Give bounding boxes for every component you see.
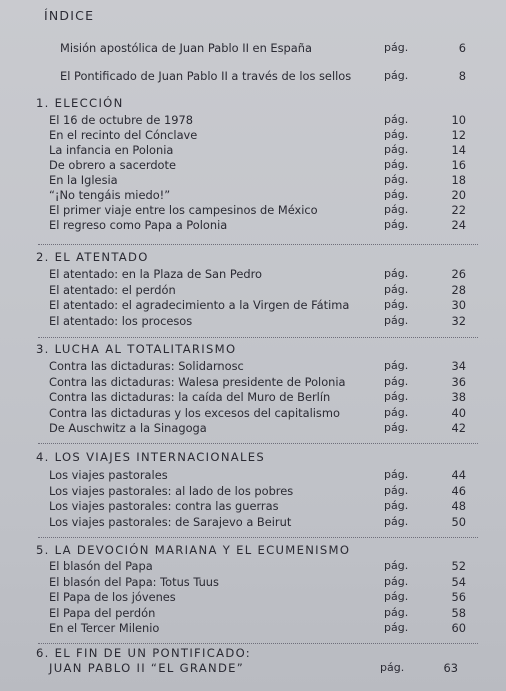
toc-entry-title: El blasón del Papa: Totus Tuus [49,575,219,589]
toc-entry [0,157,506,173]
section-heading: 5. LA DEVOCIÓN MARIANA Y EL ECUMENISMO [36,543,351,557]
page-number: 48 [451,499,466,513]
toc-entry-title: En el recinto del Cónclave [49,128,198,142]
page-label: pág. [384,421,409,434]
toc-entry [0,142,506,158]
page-number: 46 [451,484,466,498]
toc-entry-title: El blasón del Papa [49,559,153,573]
section-heading: 4. LOS VIAJES INTERNACIONALES [36,450,266,464]
toc-entry-title: Contra las dictaduras: Solidarnosc [49,359,244,373]
page-number: 38 [451,390,466,404]
toc-entry [0,112,506,128]
page-label: pág. [384,283,409,296]
toc-entry-title: El 16 de octubre de 1978 [49,113,194,127]
page-number: 54 [451,575,466,589]
page-label: pág. [384,621,409,634]
toc-entry [0,202,506,218]
page-number: 6 [458,41,466,55]
toc-entry-title: Los viajes pastorales: al lado de los pobres [49,484,294,498]
page-number: 10 [451,113,466,127]
toc-entry [0,282,506,298]
page-number: 20 [451,188,466,202]
page-number: 44 [451,468,466,482]
toc-entry [0,605,506,621]
page-label: pág. [384,515,409,528]
page-number: 24 [451,218,466,232]
page-label: pág. [384,158,409,171]
page-label: pág. [384,559,409,572]
page-number: 32 [451,314,466,328]
section-divider [38,443,478,444]
section-divider [38,537,478,538]
toc-entry-title: En la Iglesia [49,173,118,187]
page-label: pág. [384,606,409,619]
page-label: pág. [384,173,409,186]
toc-entry-title: El Pontificado de Juan Pablo II a través de los sellos [60,69,352,83]
page-label: pág. [384,499,409,512]
page-number: 16 [451,158,466,172]
page-number: 26 [451,267,466,281]
section-heading: 6. EL FIN DE UN PONTIFICADO: [36,646,252,660]
toc-entry-title: En el Tercer Milenio [49,621,160,635]
page-label: pág. [380,661,405,674]
page-label: pág. [384,298,409,311]
toc-entry-title: El atentado: los procesos [49,314,193,328]
section-heading: 3. LUCHA AL TOTALITARISMO [36,342,237,356]
page-label: pág. [384,406,409,419]
toc-entry [0,558,506,574]
page-label: pág. [384,375,409,388]
toc-entry-title: Misión apostólica de Juan Pablo II en España [60,41,312,55]
toc-entry [0,358,506,374]
page-number: 8 [458,69,466,83]
page-number: 56 [451,590,466,604]
toc-entry-title: El atentado: el perdón [49,283,176,297]
section-heading: 2. EL ATENTADO [36,250,149,264]
toc-entry [0,420,506,436]
page-number: 14 [451,143,466,157]
page-label: pág. [384,314,409,327]
section-divider [38,244,478,245]
toc-entry [0,620,506,636]
page-number: 50 [451,515,466,529]
toc-entry-title: El regreso como Papa a Polonia [49,218,228,232]
toc-entry [0,266,506,282]
toc-entry [0,498,506,514]
page-label: pág. [384,575,409,588]
page-number: 28 [451,283,466,297]
toc-entry [0,40,506,56]
toc-entry-title: La infancia en Polonia [49,143,174,157]
toc-entry [0,172,506,188]
toc-entry-title: Contra las dictaduras: Walesa presidente de Polonia [49,375,346,389]
toc-entry [0,660,506,676]
page-number: 34 [451,359,466,373]
page-label: pág. [384,359,409,372]
page-label: pág. [384,590,409,603]
page-number: 36 [451,375,466,389]
toc-entry-title: Los viajes pastorales: de Sarajevo a Beirut [49,515,292,529]
toc-entry [0,127,506,143]
toc-entry [0,187,506,203]
toc-entry [0,405,506,421]
toc-entry [0,217,506,233]
page-label: pág. [384,188,409,201]
page-label: pág. [384,468,409,481]
page-label: pág. [384,128,409,141]
page-label: pág. [384,143,409,156]
toc-entry [0,514,506,530]
toc-entry-title: El atentado: el agradecimiento a la Virgen de Fátima [49,298,350,312]
page-label: pág. [384,484,409,497]
page-label: pág. [384,69,409,82]
toc-entry-title: Los viajes pastorales [49,468,168,482]
section-divider [38,643,478,644]
section-heading: 1. ELECCIÓN [36,96,124,110]
toc-entry [0,297,506,313]
toc-entry-title: El atentado: en la Plaza de San Pedro [49,267,262,281]
toc-entry-title: El primer viaje entre los campesinos de México [49,203,318,217]
page-number: 22 [451,203,466,217]
toc-entry [0,574,506,590]
toc-entry-title: De Auschwitz a la Sinagoga [49,421,207,435]
page-label: pág. [384,390,409,403]
toc-entry-title: Contra las dictaduras y los excesos del capitalismo [49,406,340,420]
page-number: 18 [451,173,466,187]
toc-entry-title: El Papa del perdón [49,606,156,620]
page-number: 63 [443,661,458,675]
page-number: 12 [451,128,466,142]
page-label: pág. [384,41,409,54]
toc-entry-title: De obrero a sacerdote [49,158,177,172]
page-label: pág. [384,267,409,280]
section-heading-line2: JUAN PABLO II “EL GRANDE” [49,661,245,675]
toc-entry-title: Contra las dictaduras: la caída del Muro de Berlín [49,390,331,404]
toc-entry-title: El Papa de los jóvenes [49,590,176,604]
toc-entry [0,589,506,605]
toc-entry-title: Los viajes pastorales: contra las guerras [49,499,279,513]
page-label: pág. [384,113,409,126]
page-number: 52 [451,559,466,573]
toc-entry [0,313,506,329]
index-title: ÍNDICE [44,8,95,23]
page-number: 58 [451,606,466,620]
page-label: pág. [384,203,409,216]
toc-entry [0,374,506,390]
toc-entry [0,483,506,499]
toc-entry [0,467,506,483]
page-number: 60 [451,621,466,635]
page-number: 30 [451,298,466,312]
page-number: 40 [451,406,466,420]
toc-entry [0,68,506,84]
page-number: 42 [451,421,466,435]
toc-entry-title: “¡No tengáis miedo!” [49,188,171,202]
toc-entry [0,389,506,405]
page-label: pág. [384,218,409,231]
section-divider [38,337,478,338]
